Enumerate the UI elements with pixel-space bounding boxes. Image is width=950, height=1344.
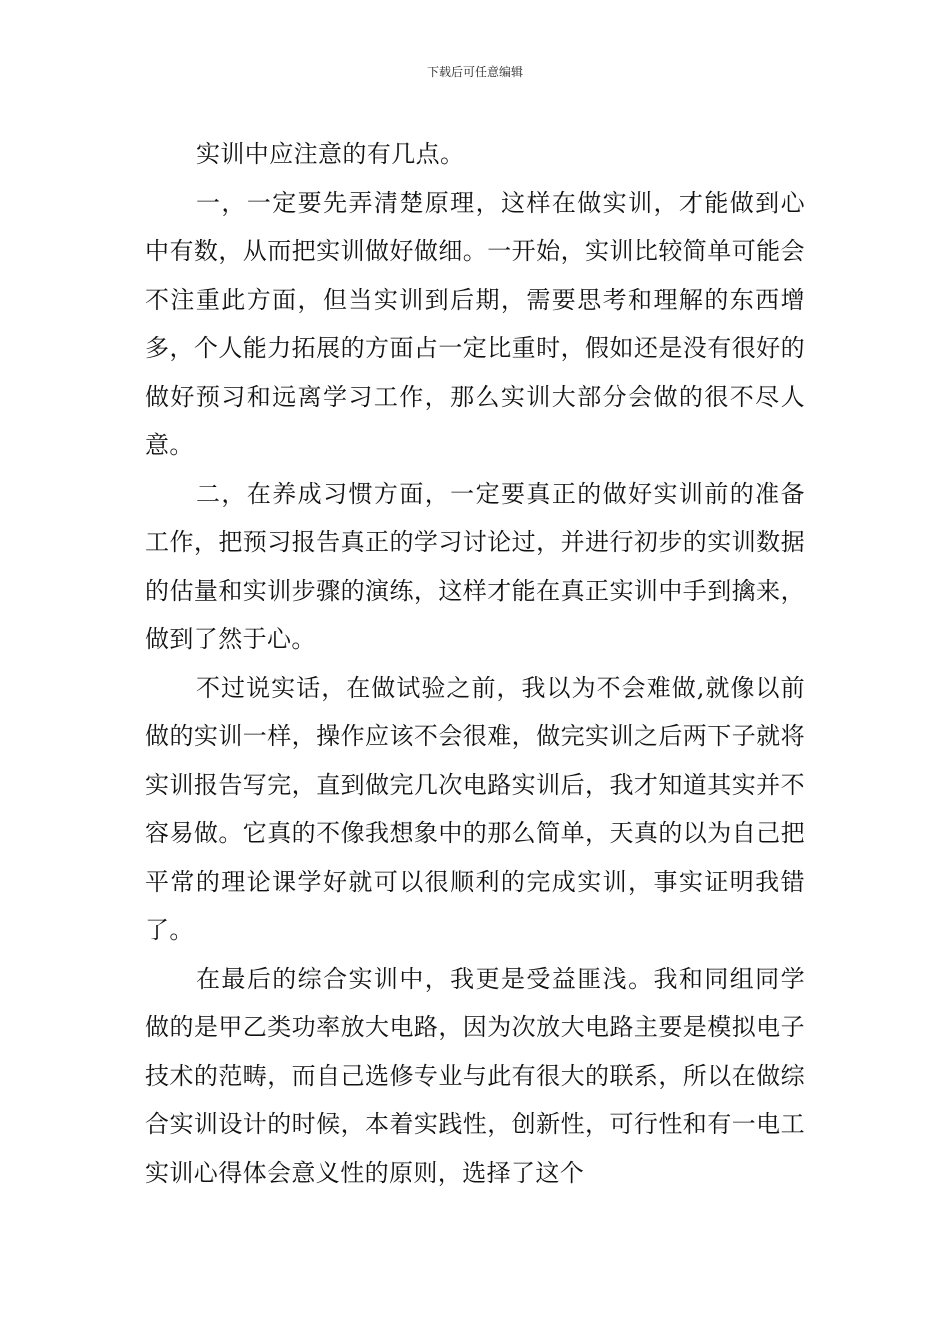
document-body <box>145 130 805 1197</box>
page-header: 下载后可任意编辑 <box>426 65 523 79</box>
paragraph-point-one: 一，一定要先弄清楚原理，这样在做实训，才能做到心中有数，从而把实训做好做细。一开始，实训比较简单可能会不注重此方面，但当实训到后期，需要思考和理解的东西增多，个人能力拓展的方面占一定比重时，假如还是没有很好的做好预习和远离学习工作，那么实训大部分会做的很不尽人意。 <box>145 188 805 459</box>
paragraph-reflection: 不过说实话，在做试验之前，我以为不会难做,就像以前做的实训一样，操作应该不会很难，做完实训之后两下子就将实训报告写完，直到做完几次电路实训后，我才知道其实并不容易做。它真的不像我想象中的那么简单，天真的以为自己把平常的理论课学好就可以很顺利的完成实训，事实证明我错了。 <box>145 673 805 944</box>
paragraph-intro: 实训中应注意的有几点。 <box>196 140 465 168</box>
paragraph-final-training: 在最后的综合实训中，我更是受益匪浅。我和同组同学做的是甲乙类功率放大电路，因为次放大电路主要是模拟电子技术的范畴，而自己选修专业与此有很大的联系，所以在做综合实训设计的时候，本着实践性，创新性，可行性和有一电工实训心得体会意义性的原则，选择了这个 <box>145 964 805 1187</box>
paragraph-point-two: 二，在养成习惯方面，一定要真正的做好实训前的准备工作，把预习报告真正的学习讨论过，并进行初步的实训数据的估量和实训步骤的演练，这样才能在真正实训中手到擒来，做到了然于心。 <box>145 479 805 653</box>
